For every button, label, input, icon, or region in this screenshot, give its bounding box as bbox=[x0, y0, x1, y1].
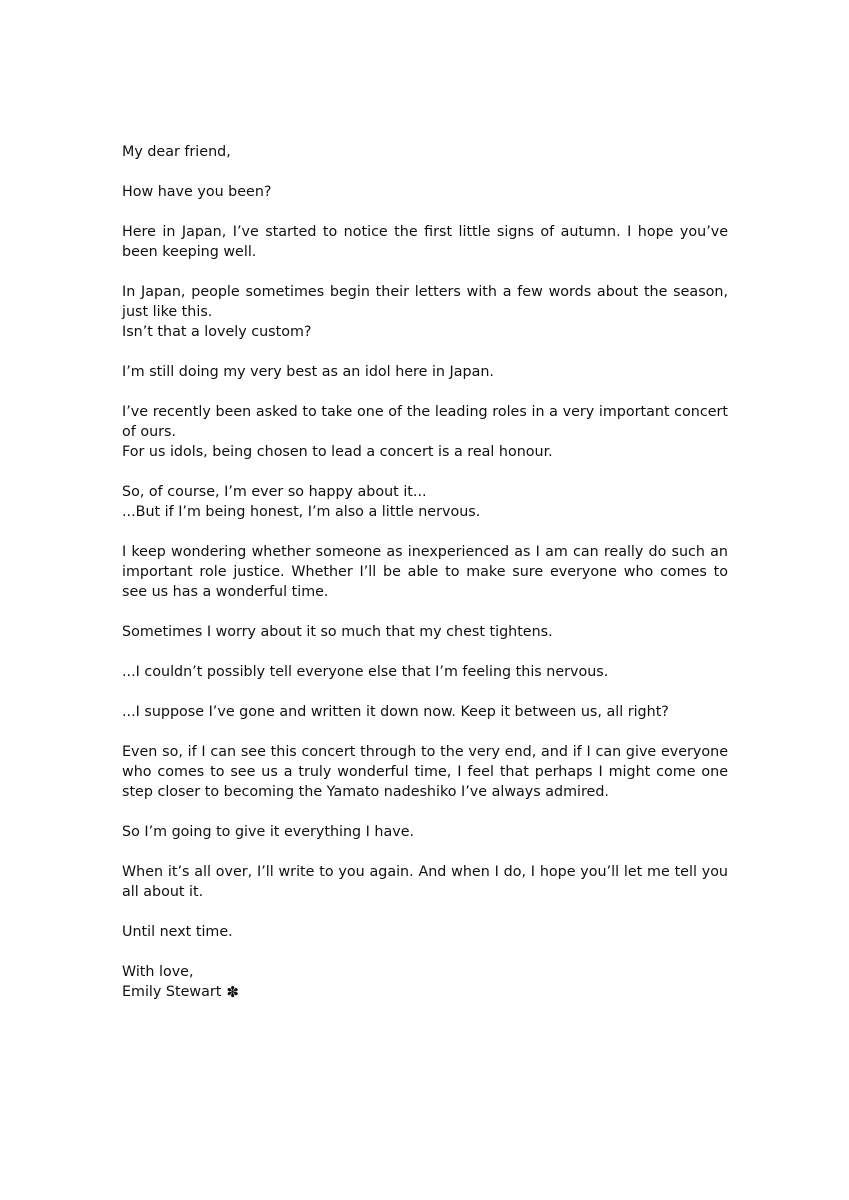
letter-line: Isn’t that a lovely custom? bbox=[122, 324, 312, 340]
letter-paragraph: ...I suppose I’ve gone and written it down now. Keep it between us, all right? bbox=[122, 704, 669, 720]
letter-body bbox=[122, 142, 728, 1002]
letter-closing: With love, bbox=[122, 964, 194, 980]
letter-paragraph: Here in Japan, I’ve started to notice the first little signs of autumn. I hope you’ve been keeping well. bbox=[122, 224, 728, 260]
letter-line: I’ve recently been asked to take one of the leading roles in a very important concert of ours. bbox=[122, 404, 728, 440]
letter-paragraph: Until next time. bbox=[122, 924, 233, 940]
letter-paragraph: I’m still doing my very best as an idol here in Japan. bbox=[122, 364, 494, 380]
letter-greeting: My dear friend, bbox=[122, 144, 231, 160]
letter-line: In Japan, people sometimes begin their letters with a few words about the season, just like this. bbox=[122, 284, 728, 320]
letter-closing-block bbox=[122, 962, 728, 1002]
letter-line: For us idols, being chosen to lead a concert is a real honour. bbox=[122, 444, 553, 460]
letter-signature: Emily Stewart bbox=[122, 984, 222, 1000]
letter-paragraph: When it’s all over, I’ll write to you again. And when I do, I hope you’ll let me tell you all about it. bbox=[122, 864, 728, 900]
letter-paragraph: How have you been? bbox=[122, 184, 272, 200]
letter-signature-line bbox=[122, 982, 728, 1002]
letter-paragraph: Even so, if I can see this concert through to the very end, and if I can give everyone who comes to see us a truly wonderful time, I feel that perhaps I might come one step closer to becoming the Yamato nadeshiko I’ve always admired. bbox=[122, 744, 728, 800]
flower-icon: ✽ bbox=[226, 983, 239, 1001]
letter-paragraph-group bbox=[122, 282, 728, 342]
letter-paragraph-group bbox=[122, 482, 728, 522]
letter-paragraph-group bbox=[122, 402, 728, 462]
letter-paragraph: Sometimes I worry about it so much that my chest tightens. bbox=[122, 624, 553, 640]
letter-paragraph: So I’m going to give it everything I have. bbox=[122, 824, 415, 840]
letter-paragraph: I keep wondering whether someone as inexperienced as I am can really do such an important role justice. Whether I’ll be able to make sure everyone who comes to see us has a wonderful time. bbox=[122, 544, 728, 600]
letter-line: ...But if I’m being honest, I’m also a little nervous. bbox=[122, 504, 481, 520]
letter-line: So, of course, I’m ever so happy about it... bbox=[122, 484, 427, 500]
letter-paragraph: ...I couldn’t possibly tell everyone else that I’m feeling this nervous. bbox=[122, 664, 609, 680]
